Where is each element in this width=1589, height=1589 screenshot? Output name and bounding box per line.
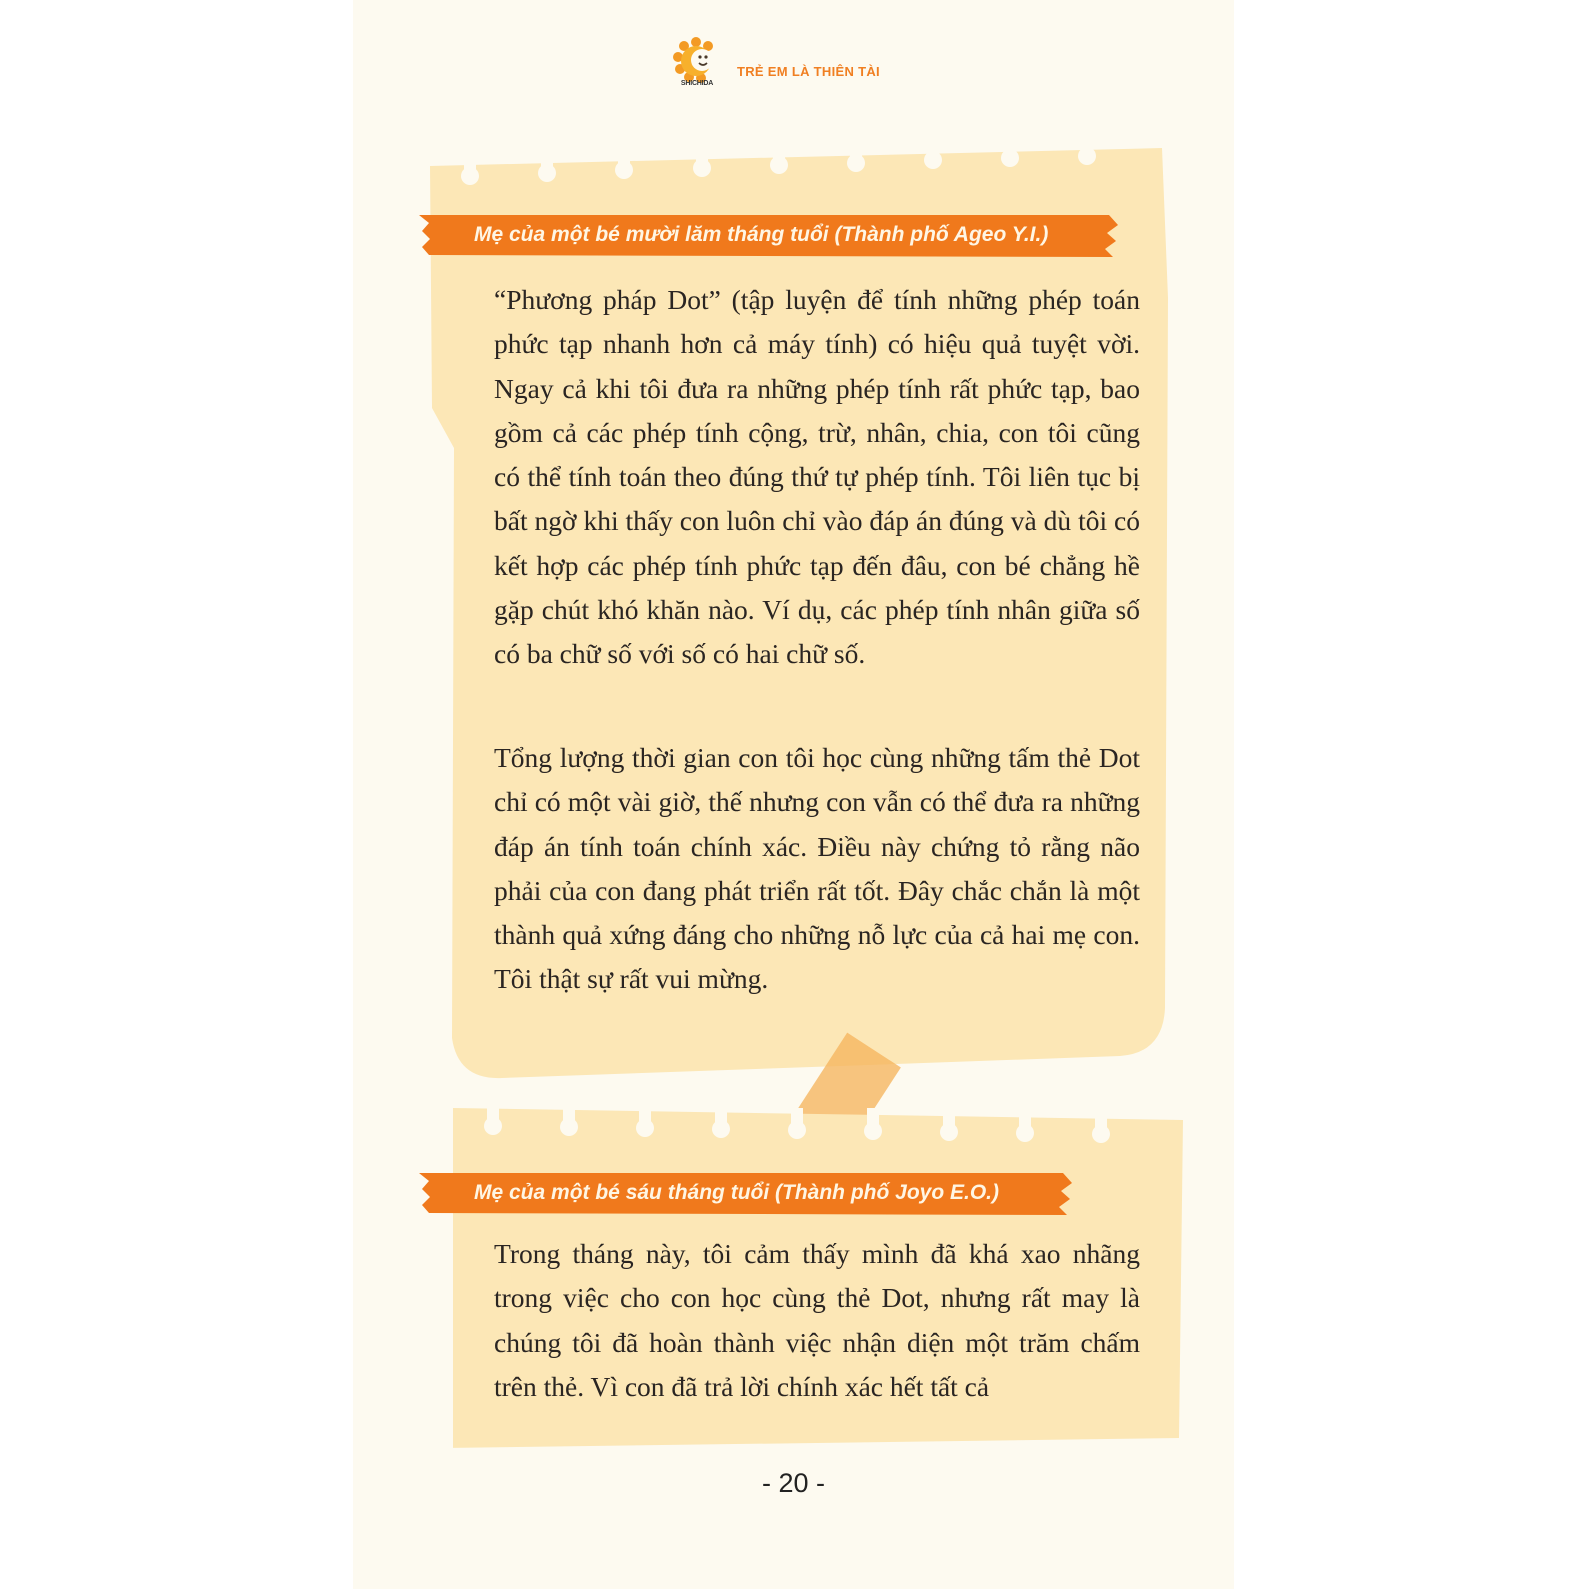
sun-logo-icon <box>673 36 719 84</box>
testimonial-paragraph: “Phương pháp Dot” (tập luyện để tính những phép toán phức tạp nhanh hơn cả máy tính) có hiệu quả tuyệt vời. Ngay cả khi tôi đưa ra những phép tính rất phức tạp, bao gồm cả các phép tính cộng, trừ, nhân, chia, con tôi cũng có thể tính toán theo đúng thứ tự phép tính. Tôi liên tục bị bất ngờ khi thấy con luôn chỉ vào đáp án đúng và dù tôi có kết hợp các phép tính phức tạp đến đâu, con bé chẳng hề gặp chút khó khăn nào. Ví dụ, các phép tính nhân giữa số có ba chữ số với số có hai chữ số. <box>494 284 1140 670</box>
testimonial-heading-text: Mẹ của một bé sáu tháng tuổi (Thành phố Joyo E.O.) <box>474 1181 1000 1204</box>
testimonial-paragraph: Tổng lượng thời gian con tôi học cùng những tấm thẻ Dot chỉ có một vài giờ, thế nhưng con vẫn có thể đưa ra những đáp án tính toán chính xác. Điều này chứng tỏ rằng não phải của con đang phát triển rất tốt. Đây chắc chắn là một thành quả xứng đáng cho những nỗ lực của cả hai mẹ con. Tôi thật sự rất vui mừng. <box>494 742 1140 995</box>
book-page <box>353 0 1234 1589</box>
testimonial-heading-2 <box>419 1169 1077 1217</box>
book-title: TRẺ EM LÀ THIÊN TÀI <box>737 64 880 79</box>
running-header <box>673 36 1073 92</box>
page-number: - 20 - <box>761 1468 826 1498</box>
testimonial-paragraph: Trong tháng này, tôi cảm thấy mình đã khá xao nhãng trong việc cho con học cùng thẻ Dot, nhưng rất may là chúng tôi đã hoàn thành việc nhận diện một trăm chấm trên thẻ. Vì con đã trả lời chính xác hết tất cả <box>494 1238 1140 1402</box>
shichida-logo <box>673 36 719 92</box>
testimonial-heading-1 <box>419 211 1123 259</box>
logo-wordmark: SHICHIDA <box>680 80 714 87</box>
testimonial-heading-text: Mẹ của một bé mười lăm tháng tuổi (Thành phố Ageo Y.I.) <box>474 223 1049 246</box>
